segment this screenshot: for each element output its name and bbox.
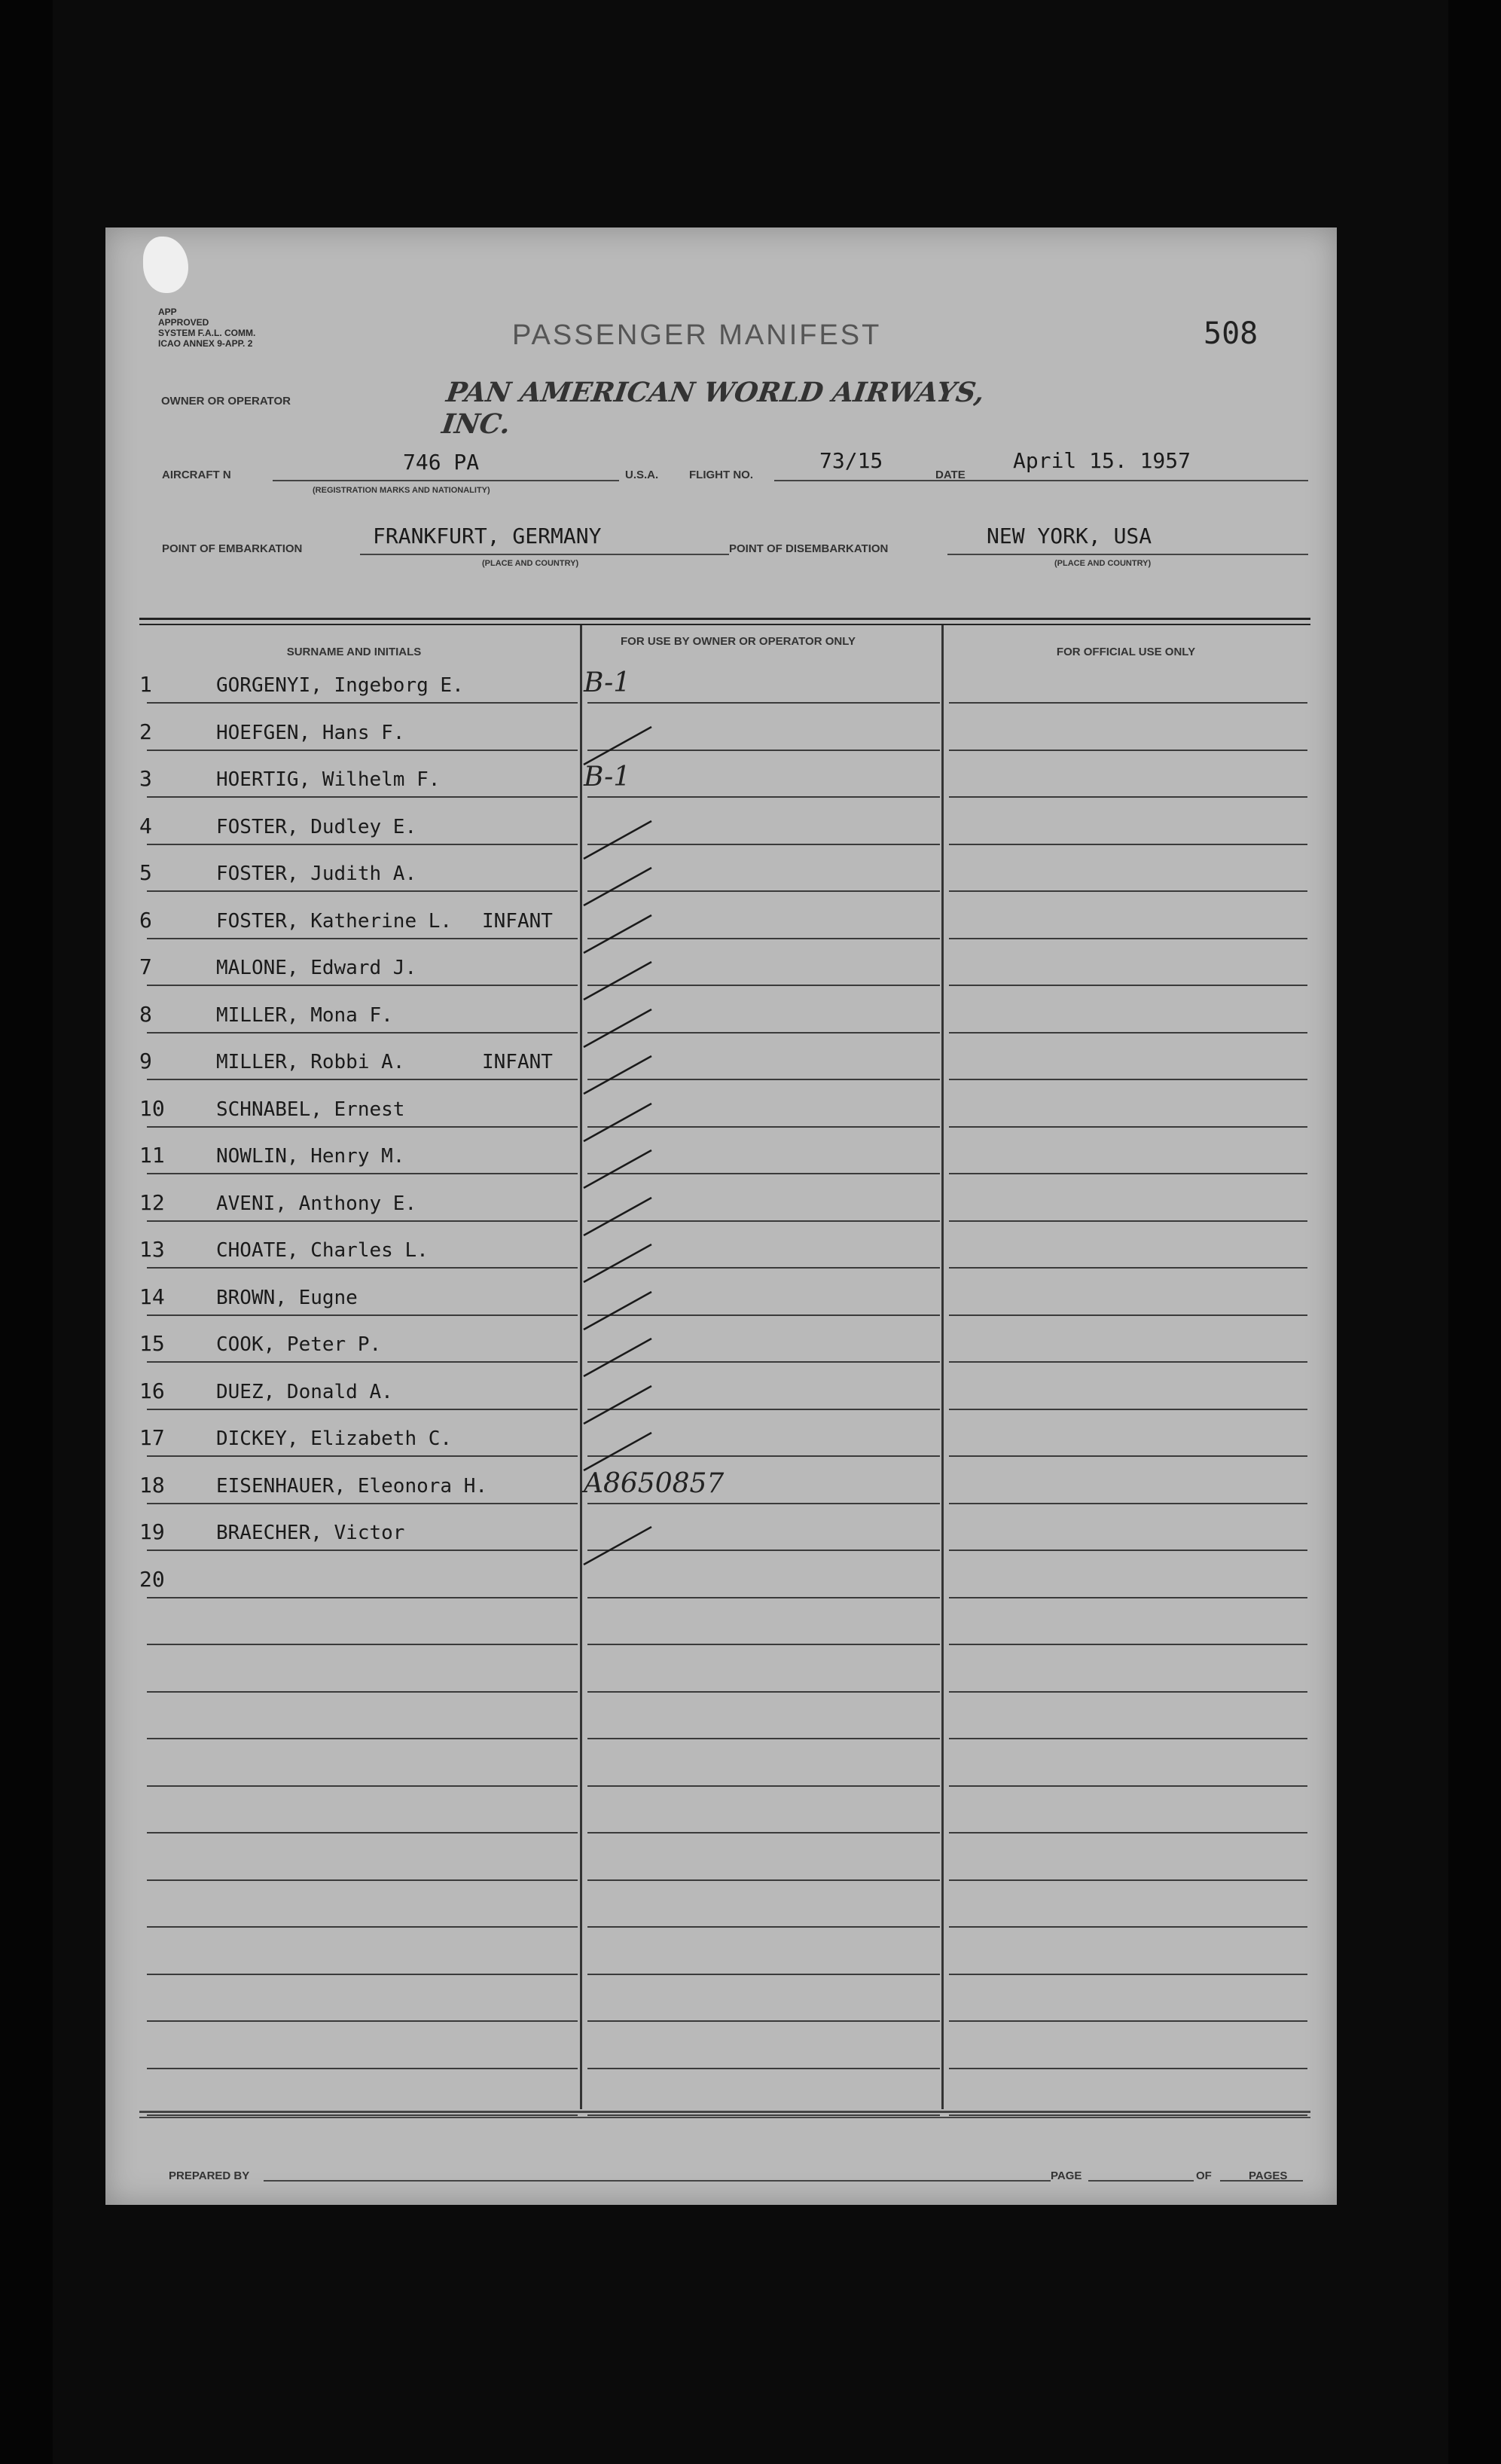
row-line-mid (587, 702, 940, 704)
row-line-right (949, 1079, 1307, 1080)
row-number: 20 (139, 1567, 165, 1592)
check-mark-icon (580, 1429, 655, 1474)
row-number: 8 (139, 1002, 152, 1027)
passenger-note: INFANT (482, 910, 553, 933)
row-line-mid (587, 1926, 940, 1928)
row-line-left (147, 1503, 578, 1504)
page-label: PAGE (1051, 2169, 1082, 2182)
disembark-value: NEW YORK, USA (987, 524, 1152, 548)
row-line-right (949, 1314, 1307, 1316)
passenger-name: AVENI, Anthony E. (216, 1192, 417, 1215)
row-line-right (949, 796, 1307, 798)
row-line-left (147, 938, 578, 939)
passenger-name: BROWN, Eugne (216, 1287, 358, 1309)
row-number: 11 (139, 1143, 165, 1168)
approval-stamp (158, 307, 286, 349)
check-mark-icon (580, 864, 655, 909)
row-line-left (147, 2020, 578, 2022)
flight-value: 73/15 (819, 448, 883, 473)
col-header-surname: SURNAME AND INITIALS (286, 646, 422, 658)
table-top-rule-2 (139, 624, 1310, 625)
row-line-right (949, 938, 1307, 939)
check-mark-icon (580, 1335, 655, 1380)
row-line-left (147, 1361, 578, 1363)
date-label: DATE (935, 469, 966, 481)
row-line-left (147, 1455, 578, 1457)
row-line-mid (587, 1691, 940, 1693)
page-title: PASSENGER MANIFEST (512, 319, 882, 351)
row-line-left (147, 1126, 578, 1128)
row-line-left (147, 844, 578, 845)
date-underline (968, 480, 1308, 481)
pages-label: PAGES (1249, 2169, 1288, 2182)
row-line-right (949, 890, 1307, 892)
stamp-line: SYSTEM F.A.L. COMM. (158, 328, 256, 338)
row-line-right (949, 2114, 1307, 2116)
row-number: 6 (139, 908, 152, 933)
col-divider-2 (941, 625, 944, 2109)
row-line-right (949, 1550, 1307, 1551)
row-line-left (147, 1974, 578, 1975)
embark-underline (360, 554, 729, 555)
row-number: 13 (139, 1237, 165, 1262)
table-top-rule (139, 618, 1310, 620)
passenger-name: CHOATE, Charles L. (216, 1239, 429, 1262)
row-line-mid (587, 796, 940, 798)
handwritten-mark: A8650857 (584, 1468, 725, 1499)
disembark-label: POINT OF DISEMBARKATION (729, 542, 889, 555)
row-number: 7 (139, 954, 152, 979)
passenger-name: COOK, Peter P. (216, 1333, 382, 1356)
col-header-owner: FOR USE BY OWNER OR OPERATOR ONLY (621, 635, 856, 648)
row-line-right (949, 1738, 1307, 1739)
row-line-mid (587, 2068, 940, 2069)
row-line-left (147, 1597, 578, 1598)
row-line-mid (587, 1503, 940, 1504)
row-line-left (147, 702, 578, 704)
manifest-page (105, 227, 1337, 2205)
passenger-name: FOSTER, Katherine L. (216, 910, 453, 933)
disembark-caption: (PLACE AND COUNTRY) (1054, 559, 1152, 568)
passenger-name: MILLER, Mona F. (216, 1004, 393, 1027)
row-line-right (949, 702, 1307, 704)
row-line-mid (587, 1738, 940, 1739)
handwritten-mark: B-1 (584, 667, 631, 698)
row-line-mid (587, 1597, 940, 1598)
row-number: 15 (139, 1331, 165, 1356)
stamp-line: APP (158, 307, 177, 317)
prepared-by-label: PREPARED BY (169, 2169, 250, 2182)
date-value: April 15. 1957 (1013, 448, 1191, 473)
row-line-right (949, 1644, 1307, 1645)
check-mark-icon (580, 1382, 655, 1427)
row-line-left (147, 1079, 578, 1080)
check-mark-icon (580, 1288, 655, 1333)
row-line-right (949, 1126, 1307, 1128)
row-number: 2 (139, 719, 152, 744)
row-line-left (147, 1785, 578, 1787)
row-line-right (949, 1785, 1307, 1787)
row-line-right (949, 1503, 1307, 1504)
row-line-mid (587, 1785, 940, 1787)
row-line-right (949, 1032, 1307, 1034)
film-border-right (1448, 0, 1501, 2464)
row-line-right (949, 1455, 1307, 1457)
check-mark-icon (580, 1006, 655, 1051)
col-header-official: FOR OFFICIAL USE ONLY (1056, 646, 1196, 658)
aircraft-caption: (REGISTRATION MARKS AND NATIONALITY) (313, 486, 490, 495)
row-line-right (949, 1173, 1307, 1174)
row-number: 9 (139, 1049, 152, 1073)
row-number: 16 (139, 1379, 165, 1403)
row-line-left (147, 1832, 578, 1833)
row-line-left (147, 1879, 578, 1881)
row-line-left (147, 1691, 578, 1693)
row-number: 1 (139, 672, 152, 697)
row-line-right (949, 1926, 1307, 1928)
row-line-right (949, 1597, 1307, 1598)
row-line-left (147, 1220, 578, 1222)
passenger-name: MILLER, Robbi A. (216, 1051, 405, 1073)
flight-label: FLIGHT NO. (689, 469, 753, 481)
row-line-mid (587, 1832, 940, 1833)
aircraft-underline (273, 480, 619, 481)
passenger-name: SCHNABEL, Ernest (216, 1098, 405, 1121)
film-border-left (0, 0, 53, 2464)
row-number: 12 (139, 1190, 165, 1215)
row-line-mid (587, 1879, 940, 1881)
check-mark-icon (580, 1194, 655, 1239)
check-mark-icon (580, 1241, 655, 1286)
row-line-mid (587, 1974, 940, 1975)
page-number: 508 (1204, 316, 1258, 351)
embark-label: POINT OF EMBARKATION (162, 542, 303, 555)
row-number: 3 (139, 766, 152, 791)
row-line-left (147, 1550, 578, 1551)
passenger-name: EISENHAUER, Eleonora H. (216, 1475, 488, 1498)
row-line-mid (587, 1644, 940, 1645)
row-line-right (949, 1267, 1307, 1269)
passenger-name: DICKEY, Elizabeth C. (216, 1427, 453, 1450)
row-number: 4 (139, 814, 152, 838)
row-number: 10 (139, 1096, 165, 1121)
stamp-line: ICAO ANNEX 9-APP. 2 (158, 338, 253, 349)
passenger-name: GORGENYI, Ingeborg E. (216, 674, 464, 697)
check-mark-icon (580, 911, 655, 957)
passenger-name: NOWLIN, Henry M. (216, 1145, 405, 1168)
check-mark-icon (580, 817, 655, 863)
row-line-left (147, 1409, 578, 1410)
page-line (1088, 2180, 1194, 2182)
row-line-mid (587, 2114, 940, 2116)
row-line-left (147, 796, 578, 798)
row-line-left (147, 1032, 578, 1034)
check-mark-icon (580, 1147, 655, 1192)
row-line-left (147, 2068, 578, 2069)
row-line-right (949, 985, 1307, 986)
row-line-left (147, 1738, 578, 1739)
passenger-name: FOSTER, Judith A. (216, 863, 417, 885)
passenger-name: FOSTER, Dudley E. (216, 816, 417, 838)
row-line-left (147, 2114, 578, 2116)
aircraft-value: 746 PA (403, 450, 480, 475)
embark-value: FRANKFURT, GERMANY (373, 524, 602, 548)
torn-corner (143, 237, 188, 293)
row-line-right (949, 1974, 1307, 1975)
passenger-name: HOERTIG, Wilhelm F. (216, 768, 441, 791)
row-line-mid (587, 2020, 940, 2022)
row-line-left (147, 750, 578, 751)
footer-rule-2 (139, 2117, 1310, 2118)
check-mark-icon (580, 1523, 655, 1568)
row-line-right (949, 1409, 1307, 1410)
owner-label: OWNER OR OPERATOR (161, 395, 291, 408)
aircraft-label: AIRCRAFT N (162, 469, 231, 481)
flight-underline (774, 480, 1000, 481)
row-line-right (949, 1691, 1307, 1693)
row-line-right (949, 2020, 1307, 2022)
check-mark-icon (580, 958, 655, 1003)
stamp-line: APPROVED (158, 317, 209, 328)
row-line-left (147, 890, 578, 892)
check-mark-icon (580, 1100, 655, 1145)
passenger-name: DUEZ, Donald A. (216, 1381, 393, 1403)
passenger-name: MALONE, Edward J. (216, 957, 417, 979)
row-line-left (147, 1926, 578, 1928)
prepared-by-line (264, 2180, 1051, 2182)
check-mark-icon (580, 1052, 655, 1098)
row-line-left (147, 985, 578, 986)
row-line-right (949, 1220, 1307, 1222)
row-line-right (949, 2068, 1307, 2069)
of-label: OF (1196, 2169, 1212, 2182)
passenger-name: BRAECHER, Victor (216, 1522, 405, 1544)
row-line-right (949, 750, 1307, 751)
row-number: 5 (139, 860, 152, 885)
row-line-left (147, 1644, 578, 1645)
footer-rule (139, 2111, 1310, 2113)
passenger-note: INFANT (482, 1051, 553, 1073)
row-line-left (147, 1267, 578, 1269)
row-line-left (147, 1314, 578, 1316)
operator-name: PAN AMERICAN WORLD AIRWAYS, INC. (440, 377, 987, 440)
row-line-right (949, 1879, 1307, 1881)
row-line-left (147, 1173, 578, 1174)
usa-label: U.S.A. (625, 469, 659, 481)
row-line-right (949, 844, 1307, 845)
row-number: 18 (139, 1473, 165, 1498)
handwritten-mark: B-1 (584, 762, 631, 792)
row-line-right (949, 1361, 1307, 1363)
embark-caption: (PLACE AND COUNTRY) (482, 559, 579, 568)
passenger-name: HOEFGEN, Hans F. (216, 722, 405, 744)
row-number: 19 (139, 1519, 165, 1544)
row-line-right (949, 1832, 1307, 1833)
row-number: 14 (139, 1284, 165, 1309)
disembark-underline (947, 554, 1308, 555)
row-number: 17 (139, 1425, 165, 1450)
